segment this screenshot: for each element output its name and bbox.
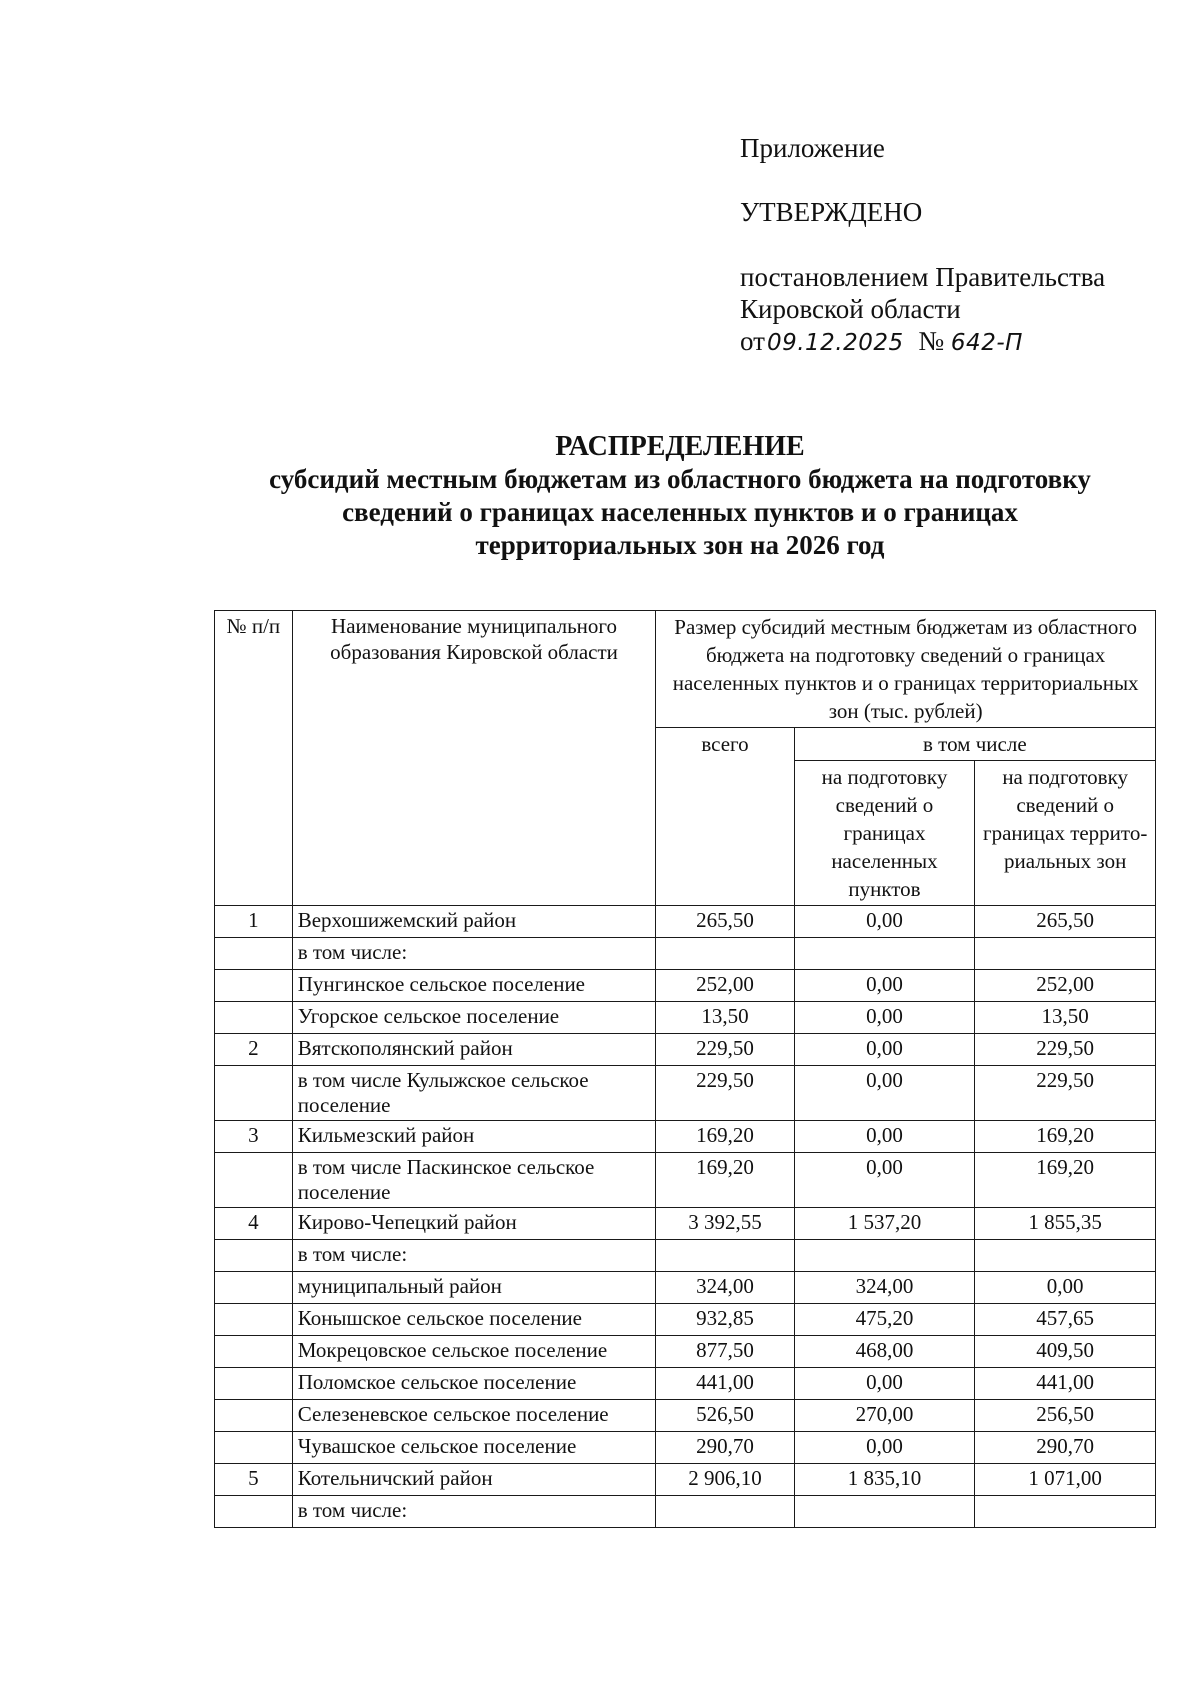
header-municipality: Наименование муниципального образования Кировской области: [292, 611, 656, 906]
title-line-2: сведений о границах населенных пунктов и о границах: [342, 497, 1018, 527]
cell-total: 265,50: [656, 906, 794, 938]
cell-number: 5: [215, 1464, 293, 1496]
cell-zones: 441,00: [975, 1368, 1156, 1400]
table-row: [215, 906, 1156, 938]
cell-settlements: 324,00: [794, 1272, 975, 1304]
cell-municipality: Кильмезский район: [292, 1121, 656, 1153]
cell-settlements: 0,00: [794, 1432, 975, 1464]
cell-municipality: Мокрецовское сельское поселение: [292, 1336, 656, 1368]
table-row: [215, 970, 1156, 1002]
cell-municipality: Пунгинское сельское поселение: [292, 970, 656, 1002]
cell-settlements: 0,00: [794, 906, 975, 938]
table-header: [215, 611, 1156, 906]
handwritten-date: 09.12.2025: [766, 330, 904, 356]
cell-number: [215, 970, 293, 1002]
cell-zones: 13,50: [975, 1002, 1156, 1034]
cell-number: [215, 1432, 293, 1464]
cell-number: [215, 1002, 293, 1034]
cell-municipality: в том числе:: [292, 938, 656, 970]
cell-number: 3: [215, 1121, 293, 1153]
cell-municipality: в том числе:: [292, 1496, 656, 1528]
table-row: [215, 1240, 1156, 1272]
cell-zones: 169,20: [975, 1153, 1156, 1208]
cell-number: 1: [215, 906, 293, 938]
cell-settlements: 0,00: [794, 1121, 975, 1153]
cell-settlements: 0,00: [794, 1368, 975, 1400]
decree-line-1: постановлением Правительства: [740, 262, 1106, 292]
cell-municipality: Котельничский район: [292, 1464, 656, 1496]
cell-total: 526,50: [656, 1400, 794, 1432]
cell-number: [215, 1153, 293, 1208]
table-row: [215, 1432, 1156, 1464]
cell-total: 877,50: [656, 1336, 794, 1368]
cell-number: [215, 1496, 293, 1528]
cell-settlements: 1 835,10: [794, 1464, 975, 1496]
cell-total: 441,00: [656, 1368, 794, 1400]
header-including: в том числе: [794, 728, 1155, 761]
title-main: РАСПРЕДЕЛЕНИЕ: [555, 431, 805, 462]
cell-total: 169,20: [656, 1121, 794, 1153]
cell-zones: 265,50: [975, 906, 1156, 938]
table-row: [215, 1464, 1156, 1496]
table-row: [215, 1208, 1156, 1240]
cell-settlements: 270,00: [794, 1400, 975, 1432]
table-row: [215, 1496, 1156, 1528]
cell-total: 229,50: [656, 1066, 794, 1121]
cell-settlements: 0,00: [794, 1066, 975, 1121]
cell-settlements: [794, 1240, 975, 1272]
cell-total: [656, 1240, 794, 1272]
cell-zones: 169,20: [975, 1121, 1156, 1153]
number-prefix: №: [918, 326, 945, 356]
table-row: [215, 1368, 1156, 1400]
cell-number: [215, 938, 293, 970]
decree-date-line: [740, 325, 1170, 359]
cell-zones: 229,50: [975, 1034, 1156, 1066]
cell-settlements: 0,00: [794, 1034, 975, 1066]
cell-settlements: 0,00: [794, 1002, 975, 1034]
date-prefix: от: [740, 326, 765, 356]
table-row: [215, 1153, 1156, 1208]
title-line-1: субсидий местным бюджетам из областного бюджета на подготовку: [269, 464, 1091, 494]
table-row: [215, 1400, 1156, 1432]
cell-zones: 252,00: [975, 970, 1156, 1002]
cell-municipality: муниципальный район: [292, 1272, 656, 1304]
cell-settlements: [794, 938, 975, 970]
cell-total: 932,85: [656, 1304, 794, 1336]
cell-total: 13,50: [656, 1002, 794, 1034]
cell-settlements: 1 537,20: [794, 1208, 975, 1240]
handwritten-number: 642-П: [950, 330, 1023, 356]
cell-municipality: Чувашское сельское поселение: [292, 1432, 656, 1464]
header-number: № п/п: [215, 611, 293, 906]
table-row: [215, 938, 1156, 970]
cell-total: 324,00: [656, 1272, 794, 1304]
cell-zones: [975, 1496, 1156, 1528]
cell-municipality: в том числе Кулыжское сельское поселение: [292, 1066, 656, 1121]
cell-number: [215, 1368, 293, 1400]
cell-municipality: Верхошижемский район: [292, 906, 656, 938]
header-subsidy-size: Размер субсидий местным бюджетам из областного бюджета на подготовку сведений о границах населенных пунктов и о границах территориальных зон (тыс. рублей): [656, 611, 1156, 728]
cell-number: [215, 1336, 293, 1368]
cell-total: 252,00: [656, 970, 794, 1002]
approved-label: УТВЕРЖДЕНО: [740, 197, 923, 227]
cell-zones: 409,50: [975, 1336, 1156, 1368]
header-settlements: на подготовку сведений о границах населенных пунктов: [794, 761, 975, 906]
cell-zones: 229,50: [975, 1066, 1156, 1121]
cell-total: 3 392,55: [656, 1208, 794, 1240]
cell-municipality: Конышское сельское поселение: [292, 1304, 656, 1336]
cell-number: [215, 1272, 293, 1304]
cell-total: 290,70: [656, 1432, 794, 1464]
cell-total: [656, 1496, 794, 1528]
cell-number: [215, 1240, 293, 1272]
cell-number: 2: [215, 1034, 293, 1066]
cell-settlements: [794, 1496, 975, 1528]
cell-municipality: в том числе Паскинское сельское поселение: [292, 1153, 656, 1208]
table-row: [215, 1002, 1156, 1034]
cell-settlements: 0,00: [794, 1153, 975, 1208]
table-row: [215, 1066, 1156, 1121]
title-line-3: территориальных зон на 2026 год: [475, 530, 885, 560]
table-row: [215, 1034, 1156, 1066]
appendix-label: Приложение: [740, 133, 885, 163]
cell-total: [656, 938, 794, 970]
table-row: [215, 1121, 1156, 1153]
cell-total: 169,20: [656, 1153, 794, 1208]
cell-zones: 1 855,35: [975, 1208, 1156, 1240]
cell-zones: 290,70: [975, 1432, 1156, 1464]
cell-settlements: 475,20: [794, 1304, 975, 1336]
cell-settlements: 0,00: [794, 970, 975, 1002]
approval-block: [740, 132, 1170, 359]
cell-settlements: 468,00: [794, 1336, 975, 1368]
cell-zones: 1 071,00: [975, 1464, 1156, 1496]
cell-total: 2 906,10: [656, 1464, 794, 1496]
distribution-table: [214, 610, 1156, 1528]
table-body: [215, 906, 1156, 1528]
cell-number: [215, 1066, 293, 1121]
header-zones: на подготовку сведений о границах террито-риальных зон: [975, 761, 1156, 906]
cell-zones: 256,50: [975, 1400, 1156, 1432]
cell-zones: [975, 1240, 1156, 1272]
cell-number: [215, 1304, 293, 1336]
cell-municipality: в том числе:: [292, 1240, 656, 1272]
cell-municipality: Угорское сельское поселение: [292, 1002, 656, 1034]
table-row: [215, 1336, 1156, 1368]
cell-zones: 457,65: [975, 1304, 1156, 1336]
document-title: [200, 430, 1160, 562]
cell-zones: [975, 938, 1156, 970]
cell-total: 229,50: [656, 1034, 794, 1066]
table-row: [215, 1272, 1156, 1304]
decree-line-2: Кировской области: [740, 294, 961, 324]
cell-municipality: Селезеневское сельское поселение: [292, 1400, 656, 1432]
cell-municipality: Поломское сельское поселение: [292, 1368, 656, 1400]
header-total: всего: [656, 728, 794, 906]
cell-number: 4: [215, 1208, 293, 1240]
table-row: [215, 1304, 1156, 1336]
cell-number: [215, 1400, 293, 1432]
cell-zones: 0,00: [975, 1272, 1156, 1304]
cell-municipality: Вятскополянский район: [292, 1034, 656, 1066]
cell-municipality: Кирово-Чепецкий район: [292, 1208, 656, 1240]
